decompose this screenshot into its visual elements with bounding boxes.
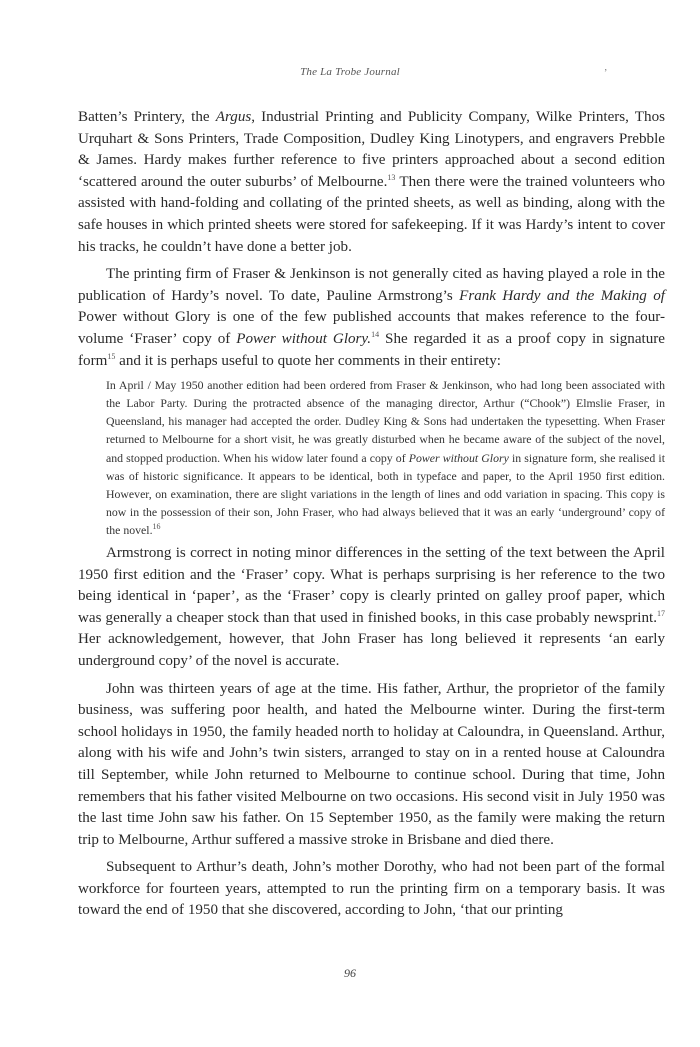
quote-novel-title: Power without Glory (408, 450, 509, 465)
paragraph-1 (78, 107, 665, 258)
paragraph-1-text-c: Then there were the trained volunteers who assisted with hand-folding and collating of the printed sheets, as well as binding, along with the safe houses in which printed sheets were stored for safekeeping. If it was Hardy’s intent to cover his tracks, he couldn’t have done a better job. (78, 173, 666, 255)
paragraph-5: Subsequent to Arthur’s death, John’s mother Dorothy, who had not been part of the formal workforce for fourteen years, attempted to run the printing firm on a temporary basis. It was toward the end of 1950 that she discovered, according to John, ‘that our printing (78, 859, 665, 919)
header-mark: ’ (604, 68, 608, 79)
quote-text-b: in signature form, she realised it was of historic significance. It appears to be identical, both in typeface and paper, to the April 1950 first edition. However, on examination, there are slight variations in the length of lines and odd variation in spacing. This copy is now in the possession of their son, John Fraser, who had always believed that it was an early ‘underground’ copy of the novel. (106, 450, 665, 537)
paragraph-1-text-b: , Industrial Printing and Publicity Company, Wilke Printers, Thos Urquhart & Sons Printers, Trade Composition, Dudley King Linotypers, and engravers Prebble & James. Hardy makes further reference to five printers approached about a second edition ‘scattered around the outer suburbs’ of Melbourne. (78, 109, 665, 190)
quote-text-a: In April / May 1950 another edition had been ordered from Fraser & Jenkinson, who had long been associated with the Labor Party. During the protracted absence of the managing director, Arthur (“Chook”) Elmslie Fraser, in Queensland, his manager had accepted the order. Dudley King & Sons had undertaken the typesetting. When Fraser returned to Melbourne for a short visit, he was greatly disturbed when he became aware of the subject of the novel, and stopped production. When his widow later found a copy of (106, 378, 665, 465)
paragraph-3-text-a: Armstrong is correct in noting minor differences in the setting of the text between the April 1950 first edition and the ‘Fraser’ copy. What is perhaps surprising is her reference to the two being identical in ‘paper’, as the ‘Fraser’ copy is clearly printed on galley proof paper, which was generally a cheaper stock than that used in finished books, in this case probably newsprint. (78, 544, 665, 626)
paragraph-2-text-c: She regarded it as a proof copy in signature form (78, 330, 665, 369)
running-header: The La Trobe Journal (300, 66, 400, 78)
paragraph-4: John was thirteen years of age at the time. His father, Arthur, the proprietor of the family business, was suffering poor health, and hated the Melbourne winter. During the first-term school holidays in 1950, the family headed north to holiday at Caloundra, in Queensland. Arthur, along with his wife and John’s twin sisters, arranged to stay on in a rented house at Caloundra till September, while John returned to Melbourne to continue school. During that time, John remembers that his father visited Melbourne on two occasions. His second visit in July 1950 was the last time John saw his father. On 15 September 1950, as the family were making the return trip to Melbourne, Arthur suffered a massive stroke in Brisbane and died there. (78, 680, 665, 848)
footnote-ref-14[interactable]: 14 (371, 329, 380, 339)
block-quote (106, 376, 665, 539)
armstrong-book-title: Frank Hardy and the Making of (459, 287, 665, 304)
footnote-ref-16[interactable]: 16 (152, 521, 161, 531)
page-number: 96 (344, 966, 356, 980)
paragraph-3-text-b: Her acknowledgement, however, that John Fraser has long believed it represents ‘an early underground copy’ of the novel is accurate. (78, 631, 665, 669)
paragraph-3 (78, 543, 665, 673)
footnote-ref-15[interactable]: 15 (107, 351, 116, 361)
footnote-ref-17[interactable]: 17 (657, 608, 665, 618)
paragraph-2-text-b: Power without Glory is one of the few published accounts that makes reference to the four-volume ‘Fraser’ copy of (78, 309, 665, 347)
paragraph-2-text-d: and it is perhaps useful to quote her comments in their entirety: (115, 352, 501, 369)
article-body (78, 107, 665, 922)
novel-title: Power without Glory. (236, 330, 372, 347)
paragraph-1-text-a: Batten’s Printery, the (78, 109, 216, 125)
paragraph-2 (78, 264, 665, 372)
argus-title: Argus (215, 109, 252, 125)
footnote-ref-13[interactable]: 13 (387, 172, 396, 182)
paragraph-2-text-a: The printing firm of Fraser & Jenkinson is not generally cited as having played a role in the publication of Hardy’s novel. To date, Pauline Armstrong’s (78, 266, 665, 304)
